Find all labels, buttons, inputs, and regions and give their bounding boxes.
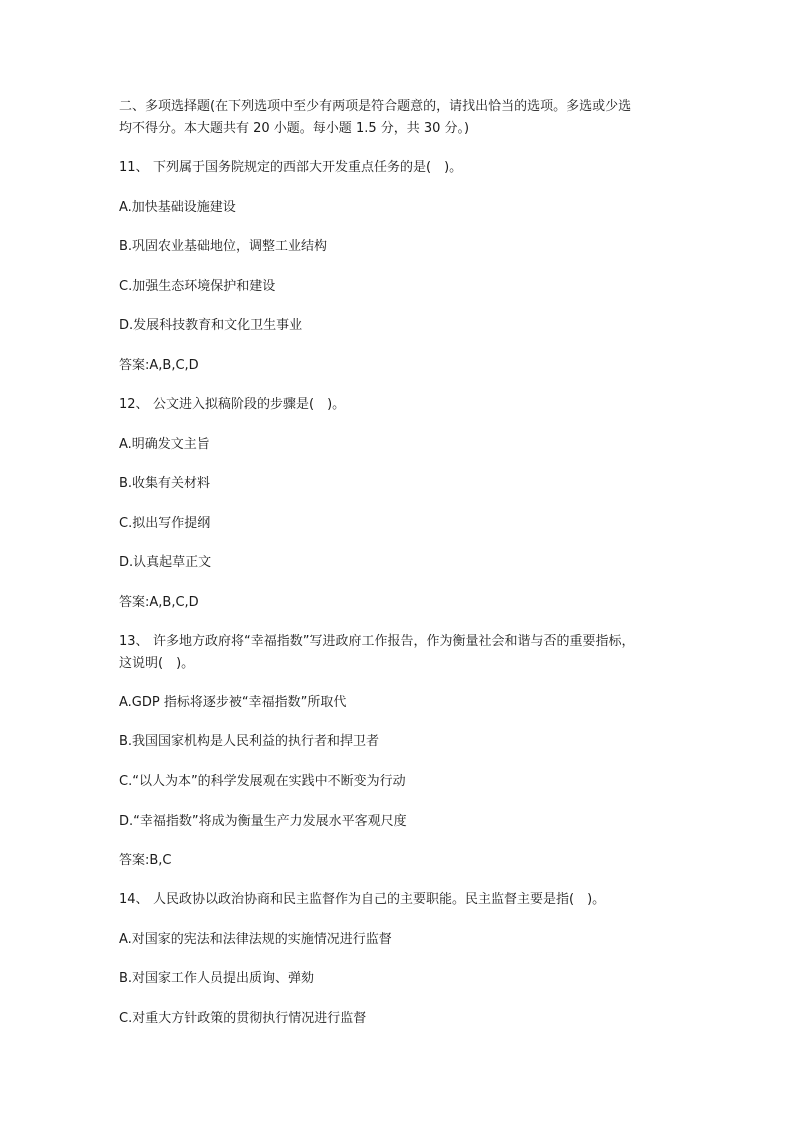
- question-13-option-a: A.GDP 指标将逐步被“幸福指数”所取代: [119, 695, 347, 710]
- question-number: 13、: [119, 634, 149, 649]
- question-13-stem-line-2: 这说明( )。: [119, 656, 195, 671]
- question-11-option-d: D.发展科技教育和文化卫生事业: [119, 318, 303, 333]
- question-11-answer: 答案:A,B,C,D: [119, 358, 199, 373]
- question-number: 14、: [119, 892, 149, 907]
- question-text: 公文进入拟稿阶段的步骤是( )。: [153, 397, 346, 412]
- question-text: 人民政协以政治协商和民主监督作为自己的主要职能。民主监督主要是指( )。: [153, 892, 606, 907]
- question-12-option-d: D.认真起草正文: [119, 555, 212, 570]
- question-13-option-c: C.“以人为本”的科学发展观在实践中不断变为行动: [119, 774, 406, 789]
- question-14-option-b: B.对国家工作人员提出质询、弹劾: [119, 971, 315, 986]
- section-heading-line-1: 二、多项选择题(在下列选项中至少有两项是符合题意的，请找出恰当的选项。多选或少选: [119, 99, 632, 114]
- question-11-option-b: B.巩固农业基础地位，调整工业结构: [119, 239, 328, 254]
- question-number: 11、: [119, 160, 149, 175]
- question-11-stem: [119, 158, 679, 178]
- question-14-stem: [119, 890, 679, 910]
- question-14-option-a: A.对国家的宪法和法律法规的实施情况进行监督: [119, 932, 392, 947]
- question-13-answer: 答案:B,C: [119, 853, 172, 868]
- question-14-option-c: C.对重大方针政策的贯彻执行情况进行监督: [119, 1011, 367, 1026]
- question-12-option-b: B.收集有关材料: [119, 476, 211, 491]
- question-13-option-d: D.“幸福指数”将成为衡量生产力发展水平客观尺度: [119, 814, 407, 829]
- section-heading-line-2: 均不得分。本大题共有 20 小题。每小题 1.5 分，共 30 分。): [119, 121, 470, 136]
- question-13-option-b: B.我国国家机构是人民利益的执行者和捍卫者: [119, 734, 380, 749]
- question-12-answer: 答案:A,B,C,D: [119, 595, 199, 610]
- question-11-option-a: A.加快基础设施建设: [119, 200, 236, 215]
- question-12-option-a: A.明确发文主旨: [119, 437, 210, 452]
- question-11-option-c: C.加强生态环境保护和建设: [119, 279, 276, 294]
- question-13-stem-line-1: [119, 632, 679, 652]
- question-number: 12、: [119, 397, 149, 412]
- question-12-option-c: C.拟出写作提纲: [119, 516, 211, 531]
- question-text: 下列属于国务院规定的西部大开发重点任务的是( )。: [153, 160, 463, 175]
- question-text: 许多地方政府将“幸福指数”写进政府工作报告，作为衡量社会和谐与否的重要指标，: [153, 634, 635, 649]
- question-12-stem: [119, 395, 679, 415]
